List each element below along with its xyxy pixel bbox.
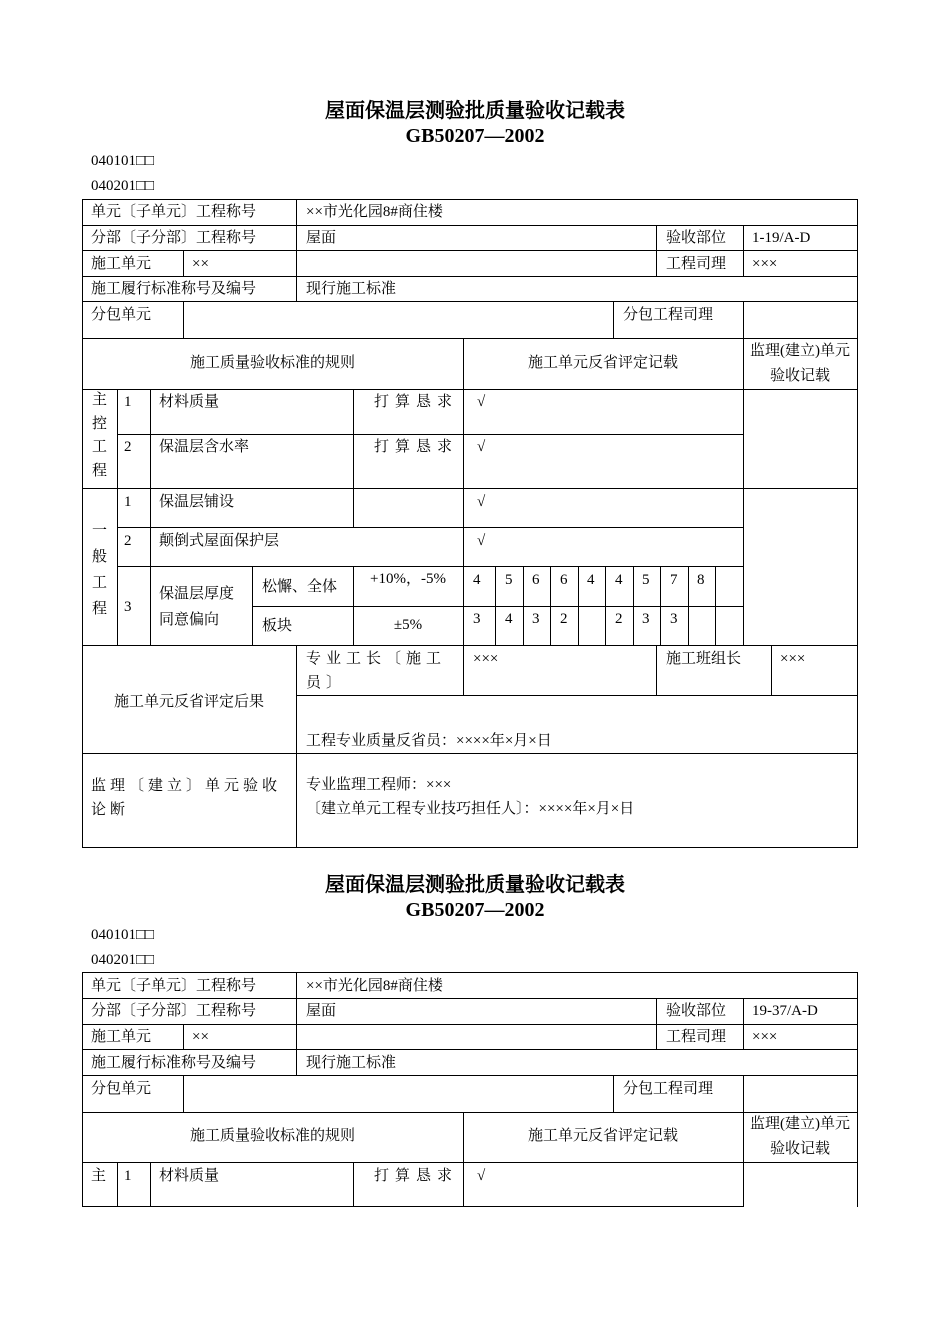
item-name: 保温层厚度同意偏向	[159, 586, 235, 628]
supervisor-line: 专业监理工程师：×××	[306, 777, 452, 793]
sub-label: 分包单元	[91, 307, 152, 323]
measure-cell: 8	[697, 572, 705, 588]
item-name: 颠倒式屋面保护层	[159, 533, 280, 549]
location-label: 验收部位	[666, 1003, 727, 1019]
project-label: 单元〔子单元〕工程称号	[91, 978, 257, 994]
item-req: 打算恳求	[374, 1168, 459, 1184]
item-no: 3	[124, 599, 132, 615]
check-mark: √	[477, 1168, 486, 1184]
foreman-value: ×××	[473, 651, 499, 667]
form-code: 040201□□	[91, 178, 155, 194]
standard-value: 现行施工标准	[306, 281, 397, 297]
header-self: 施工单元反省评定记载	[527, 355, 678, 371]
division-label: 分部〔子分部〕工程称号	[91, 230, 257, 246]
supervisor-line: 〔建立单元工程专业技巧担任人〕：××××年×月×日	[306, 801, 635, 817]
form-code: 040101□□	[91, 153, 155, 169]
item-no: 1	[124, 1168, 132, 1184]
manager-value: ×××	[752, 256, 778, 272]
item-name: 材料质量	[159, 1168, 220, 1184]
item-req: 打算恳求	[374, 394, 459, 410]
header-supervisor: 监理(建立)单元验收记载	[750, 343, 850, 384]
contractor-value: ××	[192, 256, 209, 272]
measure-cell: 4	[615, 572, 623, 588]
contractor-label: 施工单元	[91, 1029, 152, 1045]
project-value: ××市光化园8#商住楼	[306, 204, 443, 220]
form-code: 040101□□	[91, 927, 155, 943]
item-name: 材料质量	[159, 394, 220, 410]
header-rules: 施工质量验收标准的规则	[189, 1128, 355, 1144]
supervisor-label: 监理〔建立〕单元验收论断	[91, 778, 282, 818]
sub-manager-label: 分包工程司理	[623, 1081, 714, 1097]
check-mark: √	[477, 439, 486, 455]
header-supervisor: 监理(建立)单元验收记载	[750, 1116, 850, 1157]
item-no: 2	[124, 533, 132, 549]
main-label: 主控工程	[91, 392, 107, 479]
item-name: 保温层含水率	[159, 439, 250, 455]
main-label: 主	[91, 1168, 107, 1184]
team-label: 施工班组长	[666, 651, 742, 667]
measure-cell: 3	[473, 611, 481, 627]
division-value: 屋面	[306, 230, 337, 246]
item-no: 1	[124, 394, 132, 410]
project-value: ××市光化园8#商住楼	[306, 978, 443, 994]
location-value: 1-19/A-D	[752, 230, 811, 246]
manager-label: 工程司理	[666, 1029, 727, 1045]
measure-cell: 4	[473, 572, 481, 588]
sub-label: 分包单元	[91, 1081, 152, 1097]
manager-label: 工程司理	[666, 256, 727, 272]
block-tolerance: ±5%	[393, 617, 423, 633]
measure-cell: 5	[505, 572, 513, 588]
division-label: 分部〔子分部〕工程称号	[91, 1003, 257, 1019]
measure-cell: 7	[670, 572, 678, 588]
header-self: 施工单元反省评定记载	[527, 1128, 678, 1144]
measure-cell: 4	[587, 572, 595, 588]
measure-cell: 6	[560, 572, 568, 588]
check-mark: √	[477, 394, 486, 410]
loose-label: 松懈、全体	[262, 579, 338, 595]
form-standard: GB50207—2002	[405, 899, 545, 921]
measure-cell: 6	[532, 572, 540, 588]
measure-cell: 5	[642, 572, 650, 588]
check-mark: √	[477, 494, 486, 510]
item-name: 保温层铺设	[159, 494, 235, 510]
standard-value: 现行施工标准	[306, 1055, 397, 1071]
team-value: ×××	[780, 651, 806, 667]
block-label: 板块	[262, 618, 293, 634]
standard-label: 施工履行标准称号及编号	[91, 1055, 257, 1071]
form-code: 040201□□	[91, 952, 155, 968]
project-label: 单元〔子单元〕工程称号	[91, 204, 257, 220]
division-value: 屋面	[306, 1003, 337, 1019]
contractor-value: ××	[192, 1029, 209, 1045]
form-standard: GB50207—2002	[405, 125, 545, 147]
manager-value: ×××	[752, 1029, 778, 1045]
measure-cell: 3	[532, 611, 540, 627]
loose-tolerance: +10%，-5%	[370, 571, 446, 587]
item-no: 2	[124, 439, 132, 455]
item-no: 1	[124, 494, 132, 510]
measure-cell: 2	[560, 611, 568, 627]
foreman-label: 专业工长〔施工员〕	[306, 651, 447, 691]
standard-label: 施工履行标准称号及编号	[91, 281, 257, 297]
check-mark: √	[477, 533, 486, 549]
item-req: 打算恳求	[374, 439, 459, 455]
sub-manager-label: 分包工程司理	[623, 307, 714, 323]
header-rules: 施工质量验收标准的规则	[189, 355, 355, 371]
self-eval-label: 施工单元反省评定后果	[113, 694, 264, 710]
contractor-label: 施工单元	[91, 256, 152, 272]
general-label: 一般工程	[91, 523, 107, 617]
location-value: 19-37/A-D	[752, 1003, 818, 1019]
measure-cell: 2	[615, 611, 623, 627]
measure-cell: 3	[642, 611, 650, 627]
measure-cell: 4	[505, 611, 513, 627]
inspector-line: 工程专业质量反省员：××××年×月×日	[306, 733, 552, 749]
form-title: 屋面保温层测验批质量验收记载表	[325, 100, 625, 122]
measure-cell: 3	[670, 611, 678, 627]
form-title: 屋面保温层测验批质量验收记载表	[325, 874, 625, 896]
location-label: 验收部位	[666, 230, 727, 246]
